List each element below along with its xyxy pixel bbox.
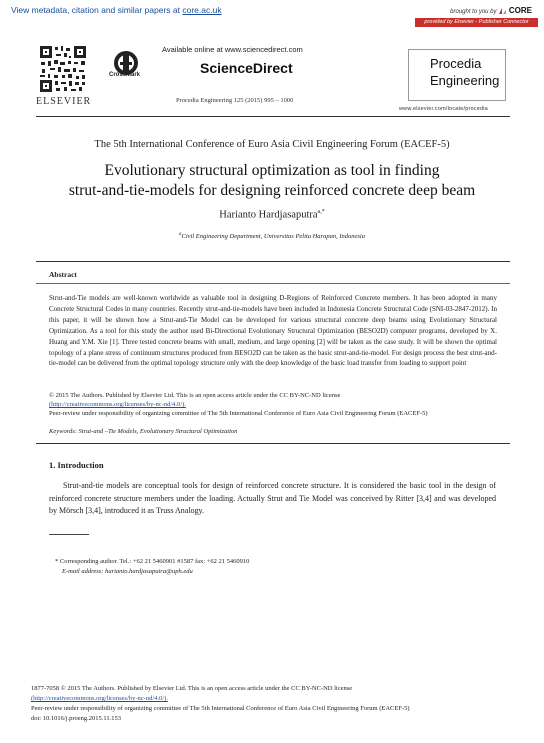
affil-sup: a	[179, 232, 182, 237]
affil-text: Civil Engineering Department, Universitas Pelita Harapan, Indonesia	[181, 233, 365, 241]
sciencedirect-logo: ScienceDirect	[200, 60, 293, 76]
available-online: Available online at www.sciencedirect.com	[162, 45, 303, 54]
copyright-block	[49, 391, 497, 418]
abstract-body: Strut-and-Tie models are well-known worldwide as valuable tool in designing D-Regions of Reinforced Concrete members. It has been adopted in many Concrete Structural Codes in many countries. Recently strut-and-tie-models have been included in Indonesia Concrete Structural Code (SNI-03-2847-2012). In this paper, it will be shown how a Strut-and-Tie Model can be developed for various structural concrete deep beams using Evolutionary Structural Optimization. As a tool for this study the author used Bi-Directional Evolutionary Structural Optimization (BESO2D) computer programs, developed by X. Huang and Y.M. Xie [1]. Three tested concrete beams with small, medium, and large opening [2] will be taken as the case study. It will be shown the optimal topology of a plane stress of continuum structures produced from BESO2D can be taken as the basic strut-and-tie-model. For design process the best strut-and-tie-model can be delivered from the optimal topology structure only with the deep knowledge of the basic load transfer from loading to support point	[49, 294, 497, 368]
footer-peer-review: Peer-review under responsibility of organizing committee of The 5th International Conference of Euro Asia Civil Engineering Forum (EACEF-5)	[31, 705, 410, 712]
crossmark-label: CrossMark	[109, 72, 141, 78]
journal-name	[430, 55, 499, 89]
paper-title	[40, 161, 504, 201]
author-line	[0, 209, 544, 221]
author-name: Harianto Hardjasaputra	[219, 209, 318, 221]
core-metadata-link[interactable]	[11, 5, 222, 15]
journal-name-line2: Engineering	[430, 73, 500, 88]
keywords: Keywords: Strut-and –Tie Models, Evolutionary Structural Optimization	[49, 428, 238, 435]
publisher-logo: ELSEVIER	[36, 96, 92, 107]
introduction-body: Strut-and-tie models are conceptual tools for design of reinforced concrete structure. It is considered the basic tool in the design of reinforced concrete structure members under the loading. Actually Strut and Tie Model was conceived by Ritter [3,4] and was developed by Mörsch [3,4], introduced it as Truss Analogy.	[49, 481, 496, 516]
footer-license: 1877-7058 © 2015 The Authors. Published by Elsevier Ltd. This is an open access article under the CC BY-NC-ND license	[31, 685, 353, 692]
section-heading-introduction: 1. Introduction	[49, 460, 104, 470]
journal-url[interactable]: www.elsevier.com/locate/procedia	[399, 106, 488, 112]
top-banner	[0, 0, 544, 28]
footer-license-link[interactable]: (http://creativecommons.org/licenses/by-nc-nd/4.0/).	[31, 695, 168, 702]
title-line1: Evolutionary structural optimization as tool in finding	[104, 162, 440, 179]
license-link[interactable]: (http://creativecommons.org/licenses/by-nc-nd/4.0/).	[49, 401, 186, 408]
footer-doi[interactable]: doi: 10.1016/j.proeng.2015.11.153	[31, 715, 122, 722]
journal-name-line1: Procedia	[430, 56, 482, 71]
abstract-heading: Abstract	[49, 270, 77, 279]
provided-by-bar[interactable]: provided by Elsevier - Publisher Connector	[415, 18, 538, 27]
affiliation	[0, 232, 544, 240]
author-email[interactable]: E-mail address: harianto.hardjasaputra@uph.edu	[62, 568, 193, 575]
qr-code-icon	[38, 44, 88, 94]
footnote-rule	[49, 534, 89, 535]
journal-citation: Procedia Engineering 125 (2015) 995 – 1000	[176, 97, 294, 104]
abstract-head-rule	[36, 283, 510, 284]
copyright-text: © 2015 The Authors. Published by Elsevier Ltd. This is an open access article under the CC BY-NC-ND license	[49, 392, 341, 399]
brought-by[interactable]	[450, 6, 532, 15]
author-sup: a,*	[317, 209, 325, 215]
core-link[interactable]: core.ac.uk	[182, 5, 222, 15]
banner-text: View metadata, citation and similar papers at	[11, 5, 183, 15]
title-line2: strut-and-tie-models for designing reinforced concrete deep beam	[68, 182, 476, 199]
page-footer	[31, 684, 511, 724]
peer-review-text: Peer-review under responsibility of organizing committee of The 5th International Conference of Euro Asia Civil Engineering Forum (EACEF-5)	[49, 410, 428, 417]
core-logo-text: CORE	[508, 6, 532, 15]
crossmark-icon[interactable]	[111, 44, 141, 84]
abstract-top-rule	[36, 261, 510, 262]
header-rule	[36, 116, 510, 117]
brought-text: brought to you by	[450, 9, 499, 15]
abstract-bottom-rule	[36, 443, 510, 444]
corresponding-author: * Corresponding author. Tel.: +62 21 5460901 #1587 fax: +62 21 5460910	[55, 558, 250, 565]
core-logo-icon	[498, 7, 507, 15]
conference-name: The 5th International Conference of Euro Asia Civil Engineering Forum (EACEF-5)	[94, 139, 450, 150]
